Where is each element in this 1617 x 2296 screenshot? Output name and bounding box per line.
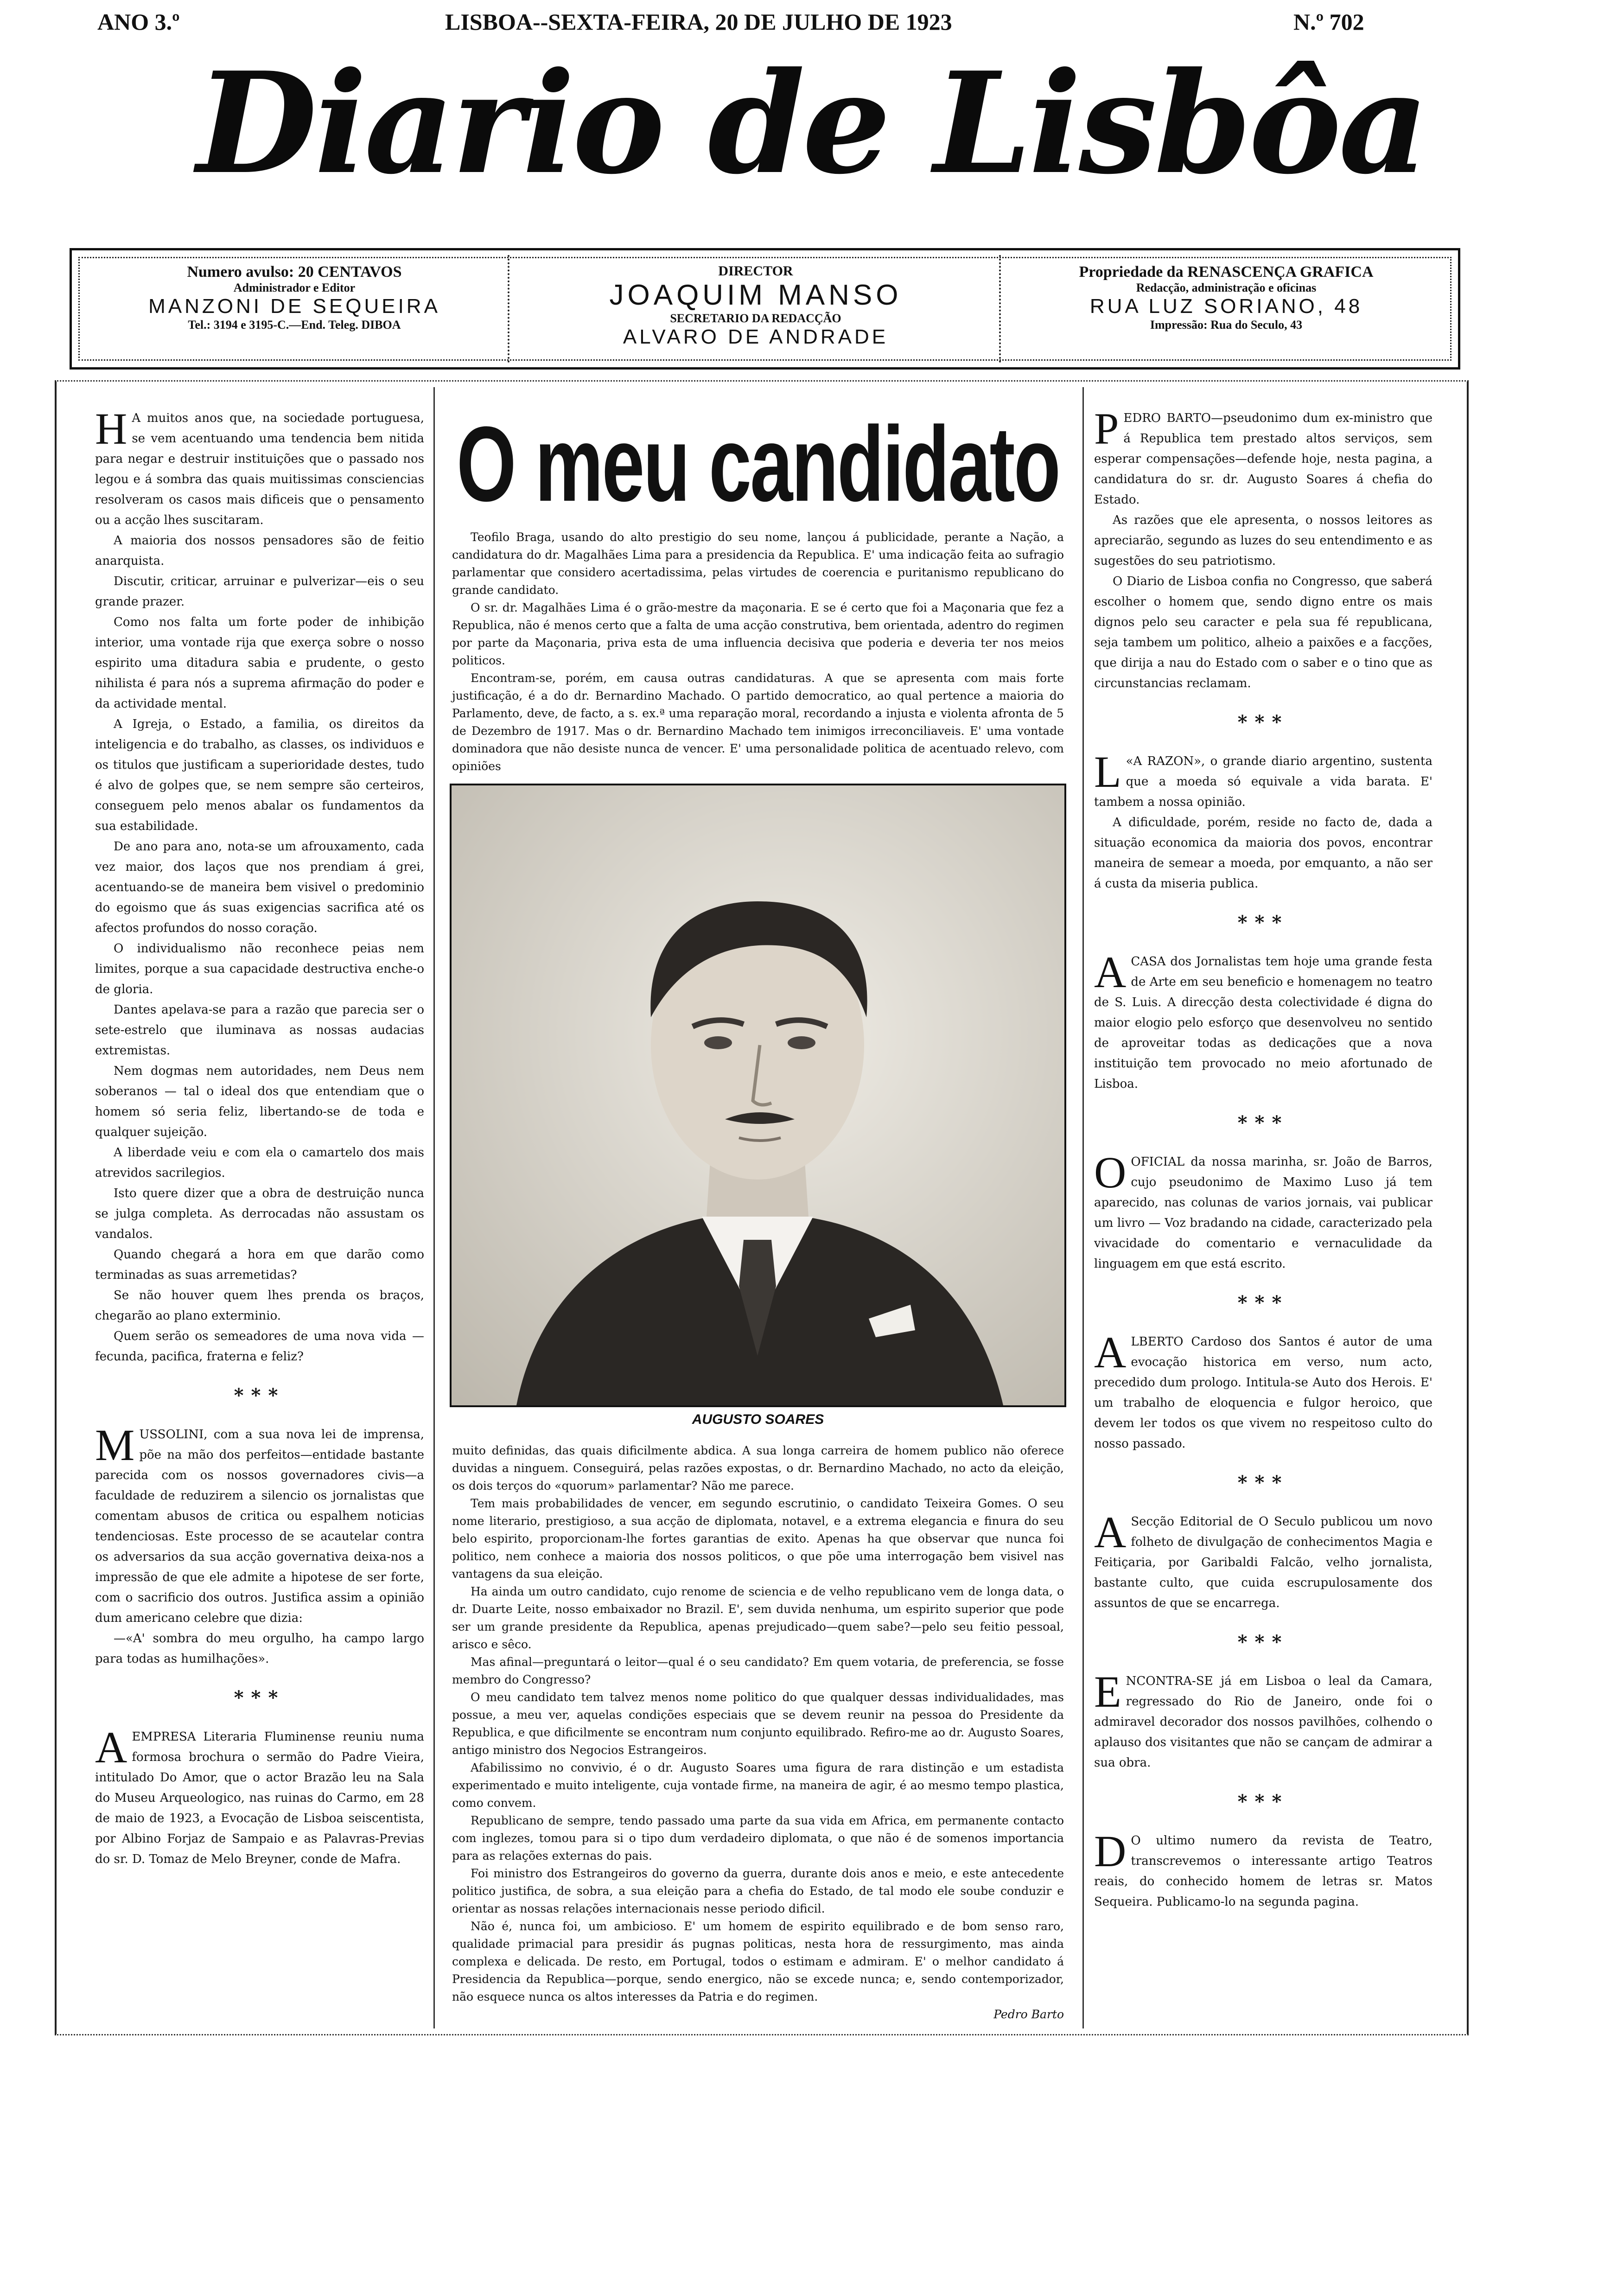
article-headline: O meu candidato — [456, 404, 1060, 523]
news-paragraph: USSOLINI, com a sua nova lei de imprensa, põe na mão dos perfeitos—entidade bastante parecida com os nossos governadores civis—a faculdade de reduzirem a silencio os jornalistas que comentam abusos de critica ou espalhem noticias tendenciosas. Este processo de se acautelar contra os adversarios da sua acção governativa deixa-nos a impressão de que ele admite a hipotese de ser forte, com o sacrificio dos outros. Justifica assim a opinião dum americano celebre que dizia: — [95, 1428, 424, 1625]
editorial-paragraph: Como nos falta um forte poder de inhibição interior, uma vontade rija que exerça sobre o nosso espirito uma ditadura sabia e prudente, o gesto nihilista é para nós a suprema afirmação do poder e da actividade mental. — [95, 615, 424, 711]
article-paragraph: Mas afinal—preguntará o leitor—qual é o seu candidato? Em quem votaria, de preferencia, se fosse membro do Congresso? — [452, 1655, 1064, 1686]
editorial-paragraph: A maioria dos nossos pensadores são de feitio anarquista. — [95, 534, 424, 568]
drop-cap: O — [1094, 1148, 1127, 1197]
news-paragraph: «A RAZON», o grande diario argentino, sustenta que a moeda só equivale a vida barata. E' tambem a nossa opinião. — [1094, 754, 1432, 809]
portrait-photo — [450, 784, 1066, 1407]
editorial-paragraph: O individualismo não reconhece peias nem limites, porque a sua capacidade destructiva enche-o de gloria. — [95, 942, 424, 996]
drop-cap: A — [1094, 1327, 1127, 1377]
news-paragraph: CASA dos Jornalistas tem hoje uma grande festa de Arte em seu beneficio e homenagem no teatro de S. Luis. A direcção desta colectividade é digna do maior elogio pelo esforço que desenvolveu no sentido de aproveitar todas as dedicações que a nova instituição tem provocado no meio afortunado de Lisboa. — [1094, 955, 1432, 1091]
article-paragraph: Teofilo Braga, usando do alto prestigio do seu nome, lançou á publicidade, perante a Nação, a candidatura do dr. Magalhães Lima para a presidencia da Republica. E' uma indicação feita ao sufragio parlamentar que considero acertadissima, pelas virtudes de coerencia e puritanismo republicano do grande candidato. — [452, 530, 1064, 597]
article-signature: Pedro Barto — [993, 2008, 1064, 2021]
section-separator: *** — [1237, 1112, 1289, 1134]
editorial-paragraph: De ano para ano, nota-se um afrouxamento, cada vez maior, dos laços que nos prendiam á grei, acentuando-se de maneira bem visivel o predominio do egoismo que ás suas exigencias sacrifica até os afectos profundos do nosso coração. — [95, 840, 424, 935]
address-label: RUA LUZ SORIANO, 48 — [1089, 295, 1363, 318]
news-paragraph: As razões que ele apresenta, o nossos leitores as apreciarão, segundo as luzes do seu entendimento e as sugestões do seu patriotismo. — [1094, 513, 1432, 568]
news-paragraph: LBERTO Cardoso dos Santos é autor de uma evocação historica em verso, num acto, precedido dum prologo. Intitula-se Auto dos Herois. E' um trabalho de eloquencia e fulgor heroico, que devem ler todos os que vivem no respeitoso culto do nosso passado. — [1094, 1335, 1432, 1451]
director-name: JOAQUIM MANSO — [609, 279, 902, 311]
section-separator: *** — [1237, 1631, 1289, 1653]
article-paragraph: Afabilissimo no convivio, é o dr. Augusto Soares uma figura de rara distinção e um estadista experimentado e muito inteligente, cuja vontade firme, na maneira de agir, é ao mesmo tempo plastica, como convem. — [452, 1761, 1064, 1810]
article-paragraph: Tem mais probabilidades de vencer, em segundo escrutinio, o candidato Teixeira Gomes. O seu nome literario, prestigioso, a sua acção de diplomata, notavel, e a extrema elegancia e finura do seu belo espirito, proporcionam-lhe fortes garantias de exito. Apenas ha que observar que nunca foi politico, nem conhece a maioria dos nossos politicos, o que põe uma interrogação bem visivel nas vantagens da sua eleição. — [452, 1497, 1064, 1581]
admin-name: MANZONI DE SEQUEIRA — [148, 295, 440, 318]
section-separator: *** — [1237, 711, 1289, 733]
editorial-paragraph: A Igreja, o Estado, a familia, os direitos da inteligencia e do trabalho, as classes, os individuos e os titulos que justificam a superioridade destes, tudo é alvo de golpes que, se nem sempre são certeiros, conseguem pelo menos abalar os fundamentos da sua estabilidade. — [95, 717, 424, 833]
editorial-paragraph: Quem serão os semeadores de uma nova vida — fecunda, pacifica, fraterna e feliz? — [95, 1329, 424, 1364]
drop-cap: P — [1094, 404, 1119, 453]
article-paragraph: Ha ainda um outro candidato, cujo renome de sciencia e de velho republicano vem de longa data, o dr. Duarte Leite, nosso embaixador no Brazil. E', sem duvida nenhuma, um espirito superior que pode ser um grande presidente da Republica, apenas prejudicado—quem sabe?—pelo seu feitio pessoal, arisco e sêco. — [452, 1585, 1064, 1651]
masthead-left-block — [90, 263, 498, 332]
masthead-right-block — [1008, 263, 1444, 332]
drop-cap: H — [95, 404, 127, 453]
masthead-info-box — [70, 248, 1460, 370]
right-column — [1094, 404, 1432, 1912]
section-separator: *** — [1237, 912, 1289, 933]
drop-cap: A — [1094, 947, 1127, 997]
editorial-paragraph: A liberdade veiu e com ela o camartelo dos mais atrevidos sacrilegios. — [95, 1146, 424, 1180]
secretary-name: ALVARO DE ANDRADE — [623, 325, 889, 348]
offices-label: Redacção, administração e oficinas — [1136, 281, 1317, 294]
article-paragraph: Encontram-se, porém, em causa outras candidaturas. A que se apresenta com mais forte justificação, é a do dr. Bernardino Machado. O partido democratico, ao qual pertence a maioria do Parlamento, deve, de facto, a s. ex.ª uma reparação moral, recordando a injusta e violenta afronta de 5 de Dezembro de 1917. Mas o dr. Bernardino Machado tem inimigos irreconciliaveis. E' uma vontade dominadora que não desiste nunca de vencer. E' uma personalidade politica de acentuado relevo, com opiniões — [452, 671, 1064, 773]
article-paragraph: O meu candidato tem talvez menos nome politico do que qualquer dessas individualidades, mas possue, a meu ver, aquelas condições especiais que se devem reunir na pessoa do Presidente da Republica, e que dificilmente se encontram num conjunto equilibrado. Refiro-me ao dr. Augusto Soares, antigo ministro dos Negocios Estrangeiros. — [452, 1690, 1064, 1757]
phones-label: Tel.: 3194 e 3195-C.—End. Teleg. DIBOA — [188, 318, 401, 332]
left-column — [95, 404, 424, 1869]
year-label: ANO 3.º — [97, 9, 180, 35]
article-paragraph: O sr. dr. Magalhães Lima é o grão-mestre da maçonaria. E se é certo que foi a Maçonaria que fez a Republica, não é menos certo que a falta de uma acção construtiva, bem orientada, adentro do regimen por parte da Maçonaria, priva esta de uma influencia decisiva que poderia e deveria ter nos meios politicos. — [452, 601, 1064, 667]
drop-cap: E — [1094, 1667, 1121, 1716]
section-separator: *** — [1237, 1472, 1289, 1493]
drop-cap: A — [1094, 1507, 1127, 1557]
article-paragraph: Foi ministro dos Estrangeiros do governo da guerra, durante dois anos e meio, e este antecedente politico justifica, de sobra, a sua eleição para a chefia do Estado, de tal modo ele soube conduzir e orientar as nossas relações internacionais nesse periodo dificil. — [452, 1867, 1064, 1915]
newspaper-title: Diario de Lisbôa — [196, 41, 1426, 205]
news-paragraph: O ultimo numero da revista de Teatro, transcrevemos o interessante artigo Teatros reais, do conhecido homem de letras sr. Matos Sequeira. Publicamo-lo na segunda pagina. — [1094, 1834, 1432, 1909]
editorial-paragraph: Isto quere dizer que a obra de destruição nunca se julga completa. As derrocadas não assustam os vandalos. — [95, 1186, 424, 1241]
dateline: LISBOA--SEXTA-FEIRA, 20 DE JULHO DE 1923 — [445, 9, 952, 35]
price-label: Numero avulso: 20 CENTAVOS — [187, 263, 402, 281]
article-paragraph: Republicano de sempre, tendo passado uma parte da sua vida em Africa, em permanente contacto com inglezes, tomou para si o tipo dum verdadeiro diplomata, o que não é de somenos importancia para as relações externas do pais. — [452, 1814, 1064, 1862]
admin-label: Administrador e Editor — [233, 281, 356, 294]
section-separator: *** — [1237, 1791, 1289, 1812]
editorial-paragraph: Nem dogmas nem autoridades, nem Deus nem soberanos — tal o ideal dos que entendiam que o homem só seria feliz, libertando-se de toda e qualquer sujeição. — [95, 1064, 424, 1139]
section-separator: *** — [234, 1687, 286, 1709]
news-paragraph: O Diario de Lisboa confia no Congresso, que saberá escolher o homem que, sendo digno entre os mais dignos pelo seu caracter e pela sua fé republicana, seja tambem um politico, alheio a paixões e a facções, que dirija a nau do Estado com o saber e o tino que as circunstancias reclamam. — [1094, 574, 1432, 690]
drop-cap: L — [1094, 747, 1121, 797]
secretary-label: SECRETARIO DA REDACÇÃO — [670, 312, 841, 325]
article-intro — [452, 529, 1064, 775]
masthead-center-block — [517, 263, 994, 349]
issue-number: N.º 702 — [1293, 9, 1364, 35]
photo-caption: AUGUSTO SOARES — [692, 1412, 824, 1427]
editorial-paragraph: Dantes apelava-se para a razão que parecia ser o sete-estrelo que iluminava as nossas audacias extremistas. — [95, 1003, 424, 1058]
editorial-paragraph: A muitos anos que, na sociedade portuguesa, se vem acentuando uma tendencia bem nitida para negar e destruir instituições que o passado nos legou e á sombra das quais muitissimas consciencias resolveram os casos mais dificeis que o pensamento ou a acção lhes suscitaram. — [95, 411, 424, 527]
news-paragraph: OFICIAL da nossa marinha, sr. João de Barros, cujo pseudonimo de Maximo Luso já tem aparecido, nas colunas de varios jornais, vai publicar um livro — Voz bradando na cidade, caracterizado pela vivacidade do comentario e vernaculidade da linguagem em que está escrito. — [1094, 1155, 1432, 1271]
news-paragraph: Secção Editorial de O Seculo publicou um novo folheto de divulgação de conhecimentos Magia e Feitiçaria, por Garibaldi Falcão, velho jornalista, bastante culto, que cuida escrupulosamente dos assuntos de que se encarrega. — [1094, 1515, 1432, 1610]
section-separator: *** — [234, 1384, 286, 1406]
drop-cap: D — [1094, 1826, 1127, 1876]
owner-label: Propriedade da RENASCENÇA GRAFICA — [1079, 263, 1374, 281]
editorial-paragraph: Discutir, criticar, arruinar e pulverizar—eis o seu grande prazer. — [95, 574, 424, 609]
news-paragraph: EDRO BARTO—pseudonimo dum ex-ministro que á Republica tem prestado altos serviços, sem esperar compensações—defende hoje, nesta pagina, a candidatura do sr. dr. Augusto Soares á chefia do Estado. — [1094, 411, 1432, 507]
drop-cap: M — [95, 1420, 135, 1470]
column-rule-left — [433, 387, 435, 2028]
editorial-paragraph: Quando chegará a hora em que darão como terminadas as suas arremetidas? — [95, 1248, 424, 1282]
article-body — [452, 1442, 1064, 2023]
drop-cap: A — [95, 1722, 127, 1772]
news-paragraph: —«A' sombra do meu orgulho, ha campo largo para todas as humilhações». — [95, 1632, 424, 1666]
news-paragraph: NCONTRA-SE já em Lisboa o leal da Camara, regressado do Rio de Janeiro, onde foi o admiravel decorador dos nossos pavilhões, colhendo o aplauso dos visitantes que não se cançam de admirar a sua obra. — [1094, 1674, 1432, 1770]
column-rule-right — [1082, 387, 1084, 2028]
article-paragraph: muito definidas, das quais dificilmente abdica. A sua longa carreira de homem publico não oferece duvidas a ninguem. Conseguirá, pelas razões expostas, o dr. Bernardino Machado, no acto da eleição, os dois terços do «quorum» parlamentar? Não me parece. — [452, 1444, 1064, 1492]
director-label: DIRECTOR — [718, 263, 793, 279]
article-paragraph: Não é, nunca foi, um ambicioso. E' um homem de espirito equilibrado e de bom senso raro, qualidade primacial para presidir ás pugnas politicas, nesta hora de ressurgimento, mas ainda complexa e delicada. De resto, em Portugal, todos o estimam e admiram. E' o melhor candidato á Presidencia da Republica—porque, sendo energico, não se excede nunca; e, sendo contemporizador, não esquece nunca os altos interesses da Patria e do regimen. — [452, 1920, 1064, 2003]
editorial-paragraph: Se não houver quem lhes prenda os braços, chegarão ao plano exterminio. — [95, 1288, 424, 1323]
section-separator: *** — [1237, 1292, 1289, 1314]
news-paragraph: EMPRESA Literaria Fluminense reuniu numa formosa brochura o sermão do Padre Vieira, intitulado Do Amor, que o actor Brazão leu na Sala do Museu Arqueologico, nas ruinas do Carmo, em 28 de maio de 1923, a Evocação de Lisboa seiscentista, por Albino Forjaz de Sampaio e as Palavras-Previas do sr. D. Tomaz de Melo Breyner, conde de Mafra. — [95, 1730, 424, 1866]
news-paragraph: A dificuldade, porém, reside no facto de, dada a situação economica da maioria dos povos, encontrar maneira de semear a moeda, por emquanto, a não ser á custa da miseria publica. — [1094, 816, 1432, 891]
printing-label: Impressão: Rua do Seculo, 43 — [1150, 318, 1303, 332]
